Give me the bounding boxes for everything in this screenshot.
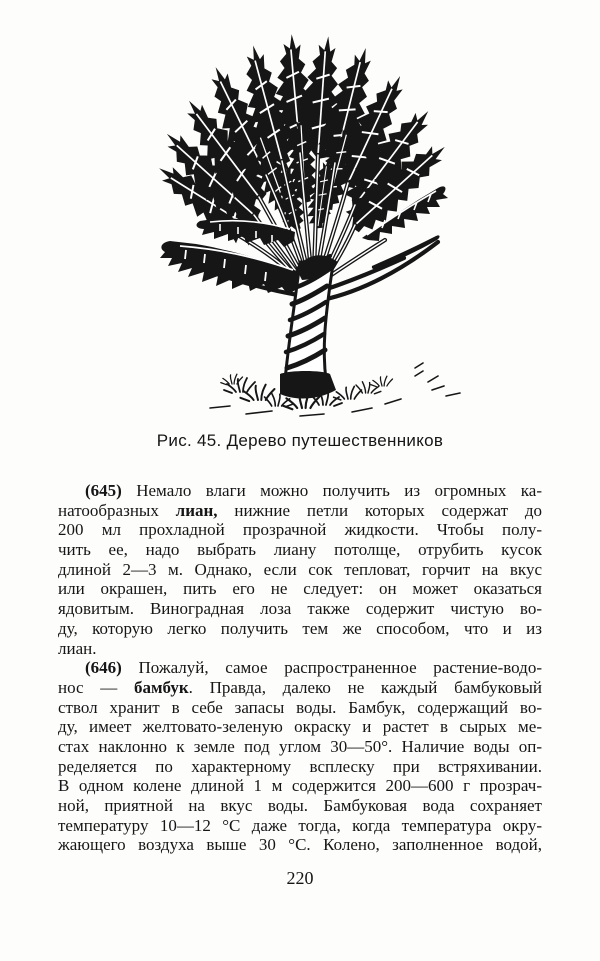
paragraph-645 <box>58 481 542 658</box>
text-line: ядовитым. Виноградная лоза также содержит чистую во- <box>58 599 542 619</box>
text-line: 200 мл прохладной прозрачной жидкости. Чтобы полу- <box>58 520 542 540</box>
figure-traveler-tree <box>0 0 600 428</box>
text-line: ствол хранит в себе запасы воды. Бамбук, содержащий во- <box>58 697 542 717</box>
text-line: стах наклонно к земле под углом 30—50°. Наличие воды оп- <box>58 736 542 756</box>
text-line: длиной 2—3 м. Однако, если сок тепловат, горчит на вкус <box>58 559 542 579</box>
text-line: ду, имеет желтовато-зеленую окраску и растет в сырых ме- <box>58 717 542 737</box>
text-line: ределяется по характерному всплеску при встряхивании. <box>58 756 542 776</box>
text-block <box>58 481 542 855</box>
text-line: нос — бамбук. Правда, далеко не каждый бамбуковый <box>58 677 542 697</box>
text-line: или окрашен, пить его не следует: он может оказаться <box>58 579 542 599</box>
text-line: (645) Немало влаги можно получить из огромных ка- <box>85 481 542 500</box>
text-line: В одном колене длиной 1 м содержится 200—600 г прозрач- <box>58 776 542 796</box>
text-line: натообразных лиан, нижние петли которых содержат до <box>58 500 542 520</box>
text-line: чить ее, надо выбрать лиану потолще, отрубить кусок <box>58 540 542 560</box>
paragraph-646 <box>58 658 542 855</box>
text-line: лиан. <box>58 638 97 658</box>
traveler-tree-illustration <box>0 0 600 428</box>
tree-crown <box>146 33 456 254</box>
text-line: жающего воздуха выше 30 °С. Колено, заполненное водой, <box>58 835 542 855</box>
page-number: 220 <box>286 868 314 888</box>
text-line: ду, которую легко получить тем же способом, что и из <box>58 618 542 638</box>
text-line: температуру 10—12 °С даже тогда, когда температура окру- <box>58 815 542 835</box>
text-line: ной, приятной на вкус воды. Бамбуковая вода сохраняет <box>58 796 542 815</box>
figure-caption: Рис. 45. Дерево путешественников <box>156 431 444 450</box>
text-line: (646) Пожалуй, самое распространенное растение-водо- <box>85 658 542 678</box>
